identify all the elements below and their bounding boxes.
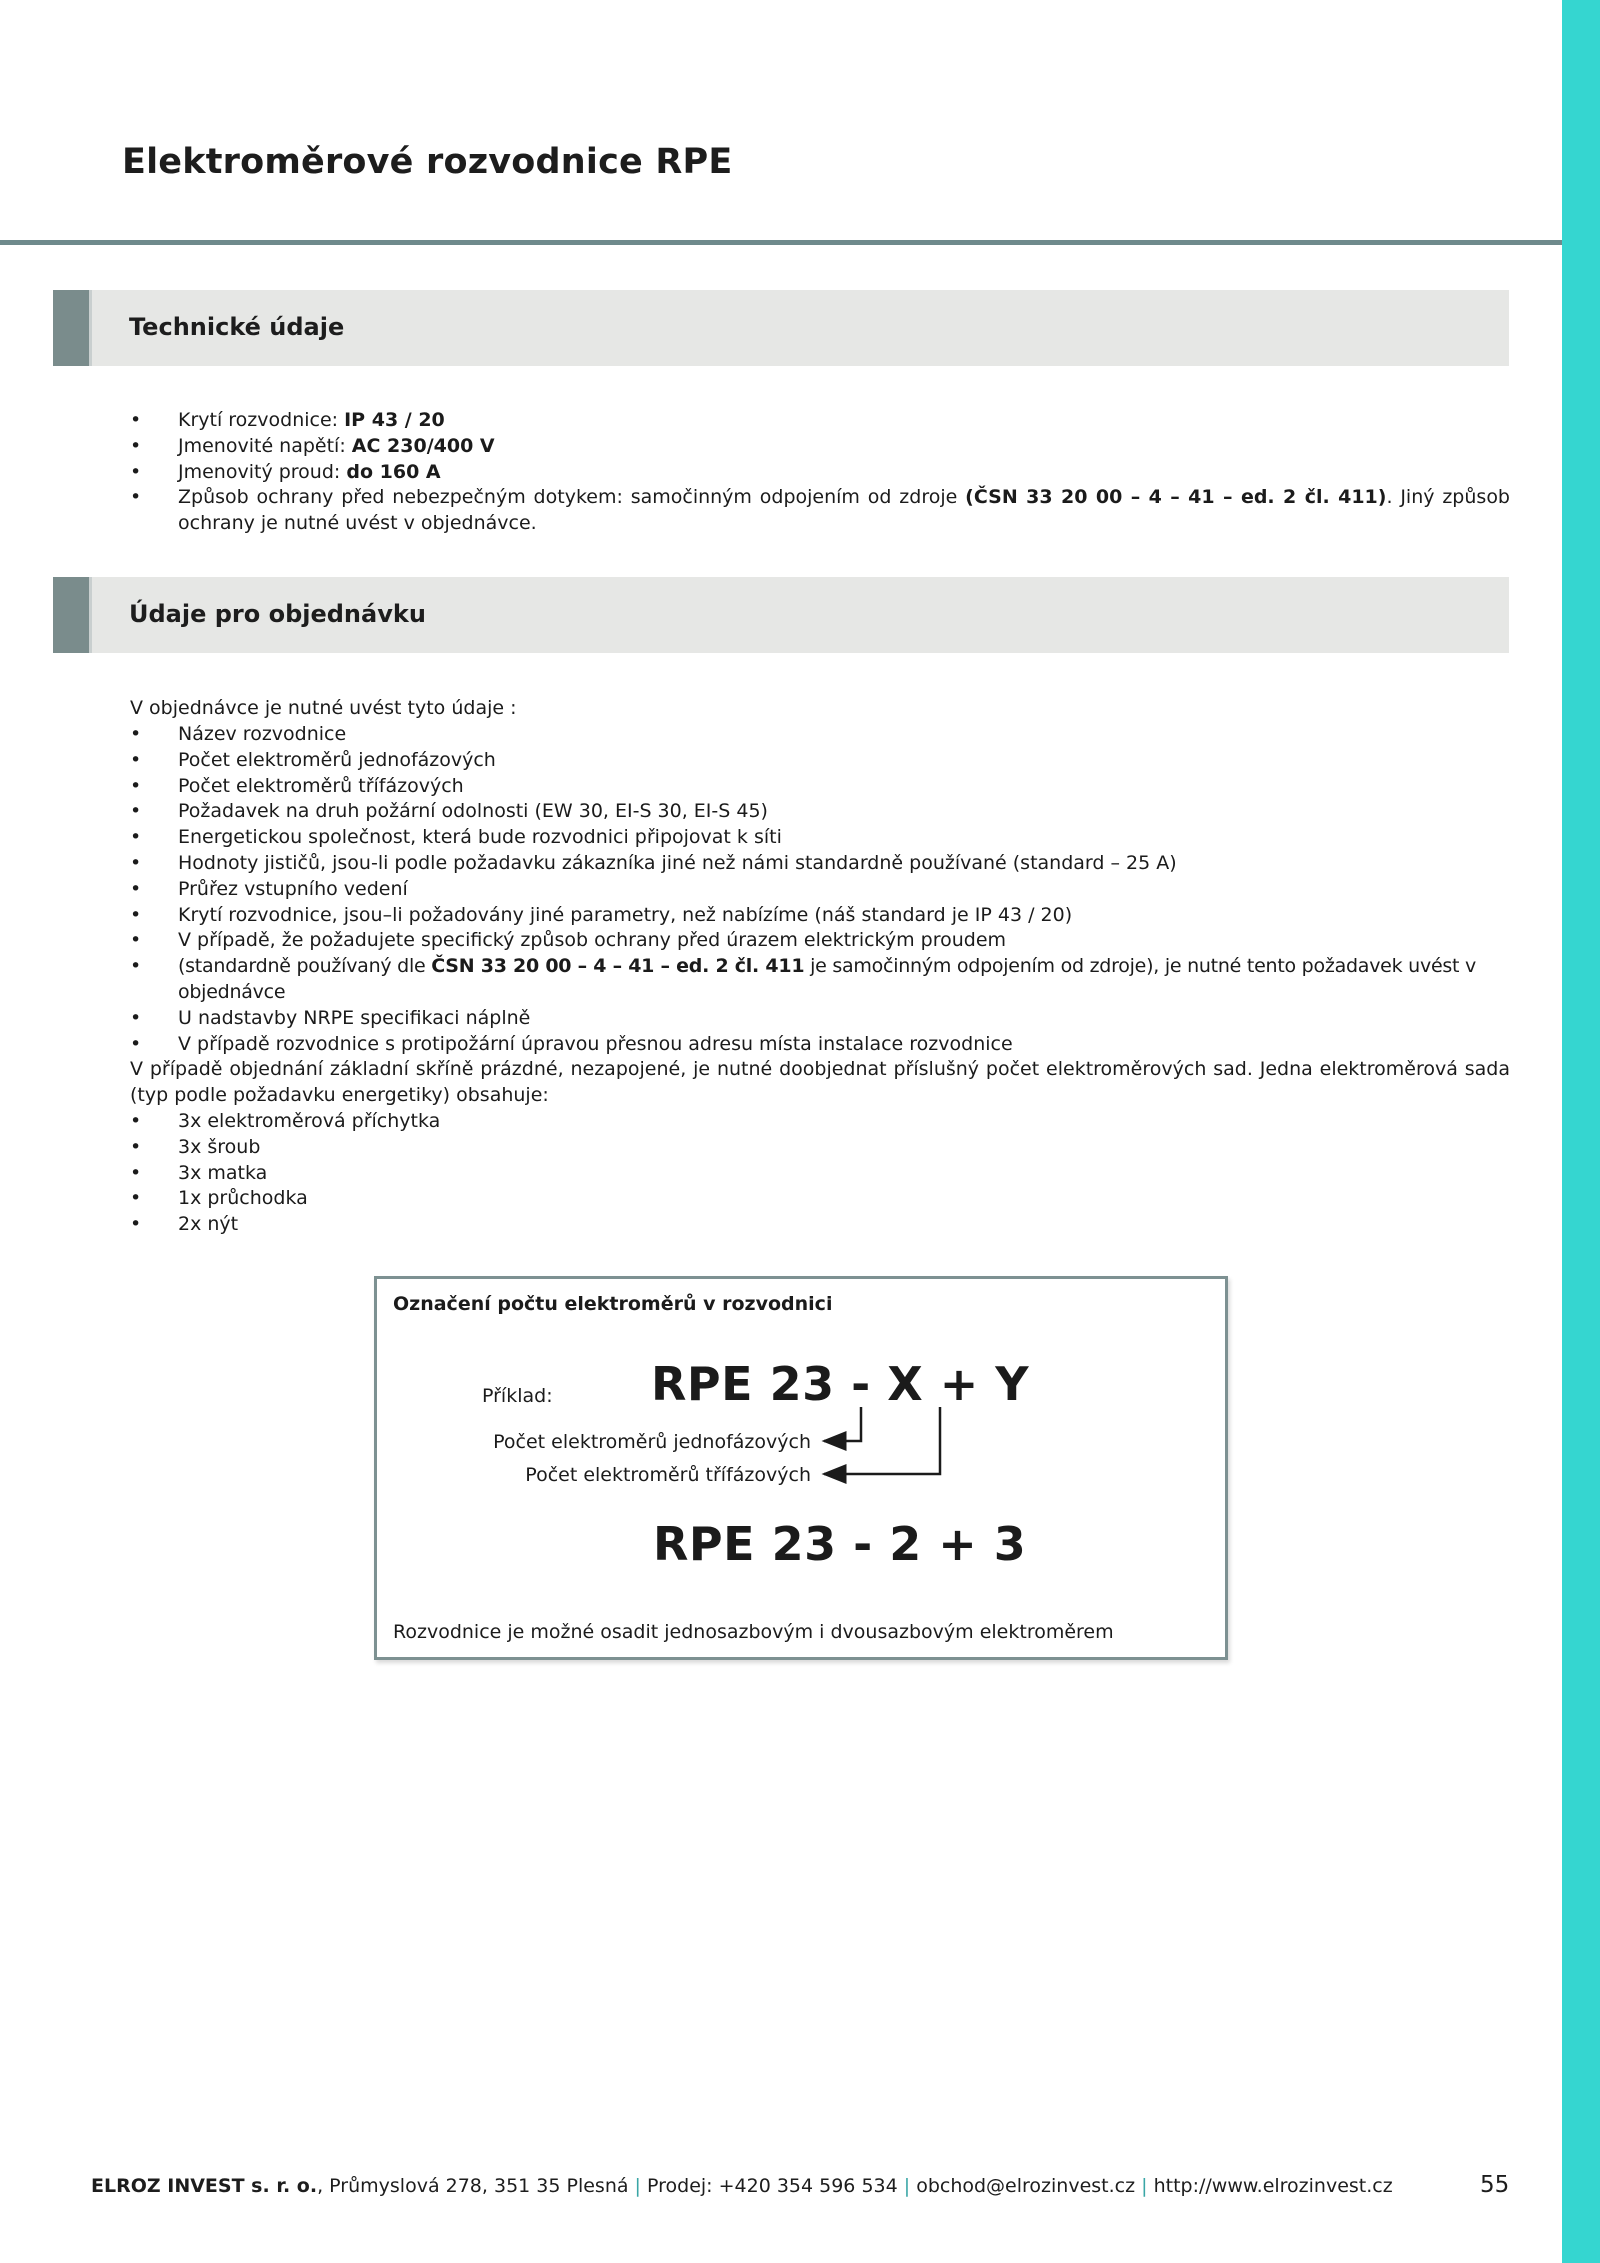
list-item (130, 954, 1510, 1006)
list-item: • V případě rozvodnice s protipožární úpravou přesnou adresu místa instalace rozvodnice (130, 1032, 1510, 1058)
list-item: • 3x matka (130, 1161, 1510, 1187)
list-item: • 3x elektroměrová příchytka (130, 1109, 1510, 1135)
order-requirements-list (130, 722, 1510, 1057)
section-title-technical: Technické údaje (129, 313, 345, 341)
section-accent-block (53, 290, 92, 366)
list-text: je samočinným odpojením od zdroje), je nutné tento požadavek uvést v objednávce (178, 955, 1477, 1003)
spec-value: AC 230/400 V (351, 434, 495, 457)
arrow-x-to-single-phase (824, 1407, 861, 1441)
list-item: • Hodnoty jističů, jsou-li podle požadavku zákazníka jiné než námi standardně používané (standard – 25 A) (130, 851, 1510, 877)
meter-designation-box (374, 1276, 1228, 1660)
technical-specs-list (130, 408, 1510, 537)
list-text: (standardně používaný dle (178, 955, 432, 978)
list-item: • Název rozvodnice (130, 722, 1510, 748)
list-item: • V případě, že požadujete specifický způsob ochrany před úrazem elektrickým proudem (130, 928, 1510, 954)
page-title: Elektroměrové rozvodnice RPE (122, 142, 733, 182)
spec-note: . Jiný způsob ochrany je nutné uvést v objednávce. (178, 486, 1510, 535)
list-item: • 3x šroub (130, 1135, 1510, 1161)
list-item (130, 408, 1510, 434)
section-header-technical (53, 290, 1509, 366)
example-label: Příklad: (482, 1385, 553, 1407)
spec-value: do 160 A (346, 460, 441, 483)
list-item: • Počet elektroměrů třífázových (130, 774, 1510, 800)
section-accent-block (53, 577, 92, 653)
title-divider (0, 240, 1562, 245)
accent-side-band (1562, 0, 1600, 2263)
box-title: Označení počtu elektroměrů v rozvodnici (393, 1293, 833, 1315)
list-item: • Krytí rozvodnice, jsou–li požadovány jiné parametry, než nabízíme (náš standard je IP 43 / 20) (130, 903, 1510, 929)
company-name: ELROZ INVEST s. r. o. (91, 2175, 318, 2197)
spec-label: Krytí rozvodnice: (178, 409, 345, 431)
meter-kit-contents-list (130, 1109, 1510, 1238)
list-item: • 1x průchodka (130, 1186, 1510, 1212)
box-note: Rozvodnice je možné osadit jednosazbovým i dvousazbovým elektroměrem (393, 1621, 1114, 1643)
spec-value: IP 43 / 20 (344, 409, 445, 431)
footer-contact (91, 2175, 1393, 2197)
email-address: obchod@elrozinvest.cz (910, 2175, 1142, 2197)
spec-label: Jmenovitý proud: (178, 460, 347, 483)
list-item: • Energetickou společnost, která bude rozvodnici připojovat k síti (130, 825, 1510, 851)
designation-example: RPE 23 - 2 + 3 (653, 1517, 1027, 1571)
website-url: http://www.elrozinvest.cz (1147, 2175, 1393, 2197)
separator: | (903, 2175, 911, 2197)
order-intro-text: V objednávce je nutné uvést tyto údaje : (130, 697, 517, 719)
list-item (130, 460, 1510, 486)
label-single-phase-meters: Počet elektroměrů jednofázových (493, 1431, 811, 1453)
list-item: • U nadstavby NRPE specifikaci náplně (130, 1006, 1510, 1032)
meter-kit-paragraph: V případě objednání základní skříně prázdné, nezapojené, je nutné doobjednat příslušný počet elektroměrových sad. Jedna elektroměrová sada (typ podle požadavku energetiky) obsahuje: (130, 1058, 1510, 1106)
section-header-order (53, 577, 1509, 653)
list-item: • Požadavek na druh požární odolnosti (EW 30, EI-S 30, EI-S 45) (130, 799, 1510, 825)
list-item (130, 485, 1510, 537)
section-title-order: Údaje pro objednávku (129, 600, 426, 628)
spec-label: Jmenovité napětí: (178, 434, 352, 457)
separator: | (1141, 2175, 1148, 2197)
list-item (130, 434, 1510, 460)
list-item: • Průřez vstupního vedení (130, 877, 1510, 903)
company-address: , Průmyslová 278, 351 35 Plesná (317, 2175, 635, 2197)
pointer-arrows (377, 1279, 1225, 1657)
sales-phone: Prodej: +420 354 596 534 (640, 2175, 904, 2197)
page-number: 55 (1480, 2172, 1510, 2198)
list-item: • 2x nýt (130, 1212, 1510, 1238)
designation-template: RPE 23 - X + Y (651, 1357, 1030, 1411)
spec-value: (ČSN 33 20 00 – 4 – 41 – ed. 2 čl. 411) (965, 486, 1387, 509)
list-item: • Počet elektroměrů jednofázových (130, 748, 1510, 774)
separator: | (634, 2175, 641, 2197)
label-three-phase-meters: Počet elektroměrů třífázových (525, 1464, 811, 1486)
spec-label: Způsob ochrany před nebezpečným dotykem: samočinným odpojením od zdroje (178, 486, 966, 509)
standard-reference: ČSN 33 20 00 – 4 – 41 – ed. 2 čl. 411 (431, 955, 805, 978)
